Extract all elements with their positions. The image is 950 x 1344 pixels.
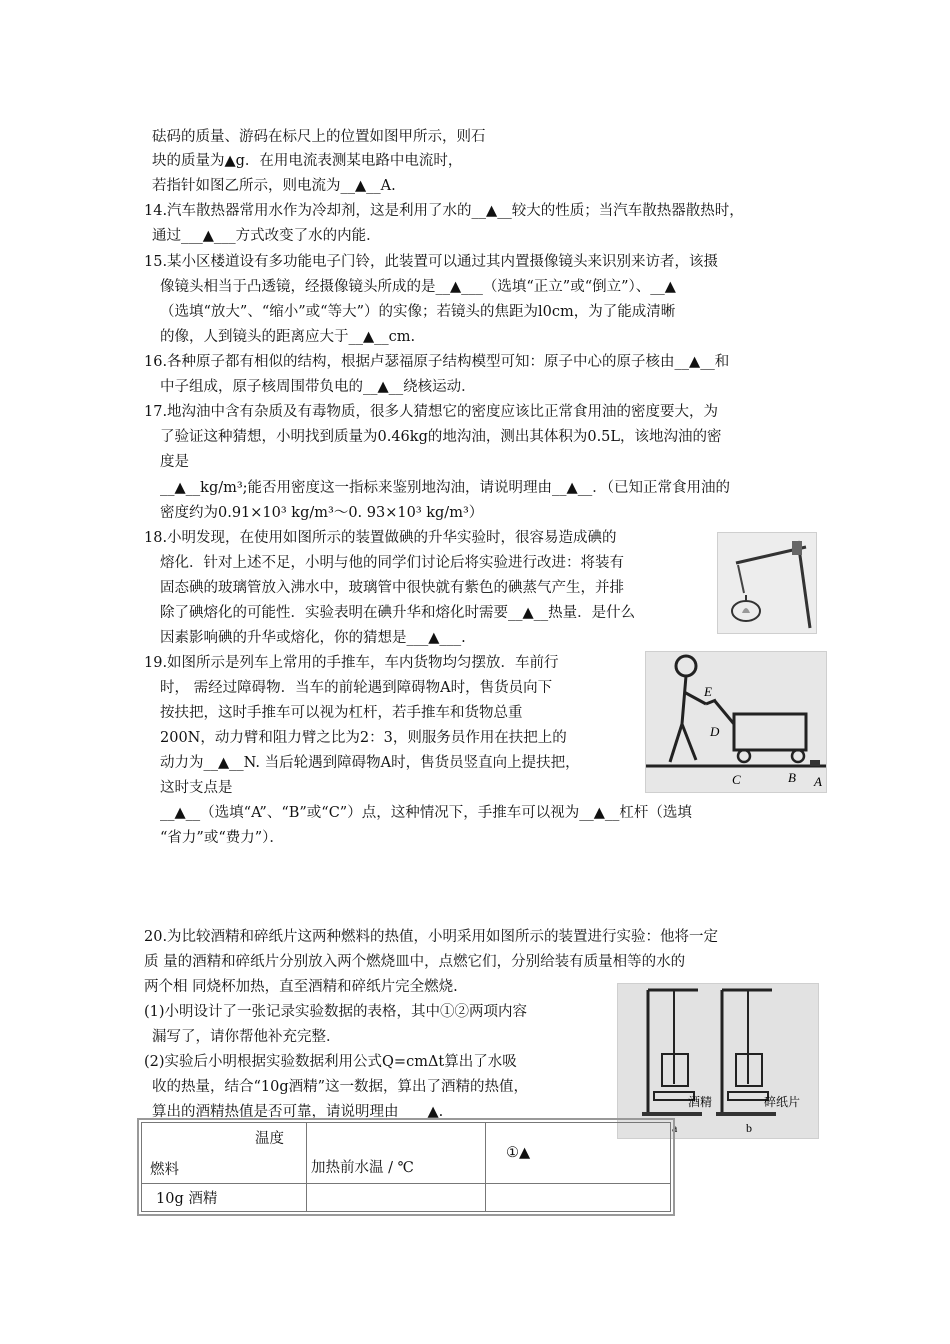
text-line: 密度约为0.91×10³ kg/m³～0. 93×10³ kg/m³） xyxy=(160,505,484,521)
cart-label-a: A xyxy=(814,774,822,789)
text-line: 中子组成，原子核周围带负电的__▲__绕核运动． xyxy=(160,379,476,395)
burner-label-paper: 碎纸片 xyxy=(764,1095,801,1109)
text-line: 算出的酒精热值是否可靠，请说明理由____▲. xyxy=(152,1104,444,1120)
text-line: 块的质量为▲g．在用电流表测某电路中电流时， xyxy=(152,153,463,169)
text-line: 的像，人到镜头的距离应大于__▲__cm. xyxy=(160,329,416,345)
question-15: 15.某小区楼道设有多功能电子门铃，此装置可以通过其内置摄像镜头来识别来访者，该摄 xyxy=(144,254,719,270)
header-initial-temp: 加热前水温 / ℃ xyxy=(307,1123,486,1184)
question-14: 14.汽车散热器常用水作为冷却剂，这是利用了水的__▲__较大的性质；当汽车散热器散热时， xyxy=(144,203,744,219)
text-line: 固态碘的玻璃管放入沸水中，玻璃管中很快就有紫色的碘蒸气产生，并排 xyxy=(160,580,624,596)
question-20: 20.为比较酒精和碎纸片这两种燃料的热值，小明采用如图所示的装置进行实验：他将一定 xyxy=(144,929,719,945)
text-line: __▲__（选填“A”、“B”或“C”）点，这种情况下，手推车可以视为__▲__杠杆（选填 xyxy=(160,805,692,821)
burner-label-a: a xyxy=(672,1121,678,1135)
cart-label-b: B xyxy=(788,770,796,785)
text-line: 两个相 同烧杯加热，直至酒精和碎纸片完全燃烧. xyxy=(144,979,458,995)
text-line: （选填“放大”、“缩小”或“等大”）的实像；若镜头的焦距为l0cm，为了能成清晰 xyxy=(160,304,676,320)
text-line: 漏写了，请你帮他补充完整． xyxy=(152,1029,341,1045)
text-line: 动力为__▲__N. 当后轮遇到障碍物A时，售货员竖直向上提扶把， xyxy=(160,755,580,771)
text-line: 收的热量，结合“10g酒精”这一数据，算出了酒精的热值， xyxy=(152,1079,529,1095)
question-16: 16.各种原子都有相似的结构，根据卢瑟福原子结构模型可知：原子中心的原子核由__▲__和 xyxy=(144,354,730,370)
burner-label-b: b xyxy=(746,1121,752,1135)
fuel-data-table xyxy=(141,1122,671,1212)
header-blank-1: ①▲ xyxy=(486,1123,671,1184)
text-line: 这时支点是 xyxy=(160,780,233,796)
text-line: “省力”或“费力”）． xyxy=(160,830,284,846)
fuel-burner-figure xyxy=(617,983,819,1139)
cart-label-d: D xyxy=(710,724,720,739)
cart-label-c: C xyxy=(732,772,741,787)
header-temperature: 温度 xyxy=(255,1131,284,1147)
text-line: 了验证这种猜想，小明找到质量为0.46kg的地沟油，测出其体积为0.5L，该地沟油的密 xyxy=(160,429,722,445)
question-17: 17.地沟油中含有杂质及有毒物质，很多人猜想它的密度应该比正常食用油的密度要大，为 xyxy=(144,404,719,420)
text-line: 像镜头相当于凸透镜，经摄像镜头所成的是__▲___（选填“正立”或“倒立”）、__▲ xyxy=(160,279,676,295)
text-line: __▲__kg/m³;能否用密度这一指标来鉴别地沟油，请说明理由__▲__．（已知正常食用油的 xyxy=(160,480,730,496)
text-line: 时， 需经过障碍物．当车的前轮遇到障碍物A时，售货员向下 xyxy=(160,680,553,696)
text-line: 200N，动力臂和阻力臂之比为2：3，则服务员作用在扶把上的 xyxy=(160,730,567,746)
text-line: (1)小明设计了一张记录实验数据的表格，其中①②两项内容 xyxy=(144,1004,528,1020)
text-line: 除了碘熔化的可能性．实验表明在碘升华和熔化时需要__▲__热量．是什么 xyxy=(160,605,636,621)
table-cell xyxy=(307,1184,486,1212)
question-19: 19.如图所示是列车上常用的手推车，车内货物均匀摆放．车前行 xyxy=(144,655,559,671)
text-line: 按扶把，这时手推车可以视为杠杆，若手推车和货物总重 xyxy=(160,705,523,721)
text-line: 砝码的质量、游码在标尺上的位置如图甲所示，则石 xyxy=(152,129,486,145)
text-line: 通过___▲___方式改变了水的内能． xyxy=(152,228,381,244)
text-line: 因素影响碘的升华或熔化，你的猜想是___▲___. xyxy=(160,630,466,646)
text-line: 熔化．针对上述不足，小明与他的同学们讨论后将实验进行改进：将装有 xyxy=(160,555,624,571)
burner-label-alcohol: 酒精 xyxy=(688,1095,713,1109)
text-line: 质 量的酒精和碎纸片分别放入两个燃烧皿中，点燃它们，分别给装有质量相等的水的 xyxy=(144,954,686,970)
handcart-figure xyxy=(645,651,827,793)
iodine-apparatus-figure xyxy=(717,532,817,634)
text-line: 若指针如图乙所示，则电流为__▲__A. xyxy=(152,178,396,194)
row-alcohol: 10g 酒精 xyxy=(142,1184,307,1212)
text-line: (2)实验后小明根据实验数据利用公式Q=cmΔt算出了水吸 xyxy=(144,1054,517,1070)
text-line: 度是 xyxy=(160,454,189,470)
question-18: 18.小明发现，在使用如图所示的装置做碘的升华实验时，很容易造成碘的 xyxy=(144,530,617,546)
cart-label-e: E xyxy=(704,684,712,699)
header-fuel: 燃料 xyxy=(150,1162,179,1178)
table-cell xyxy=(486,1184,671,1212)
table-header-corner xyxy=(142,1123,307,1184)
